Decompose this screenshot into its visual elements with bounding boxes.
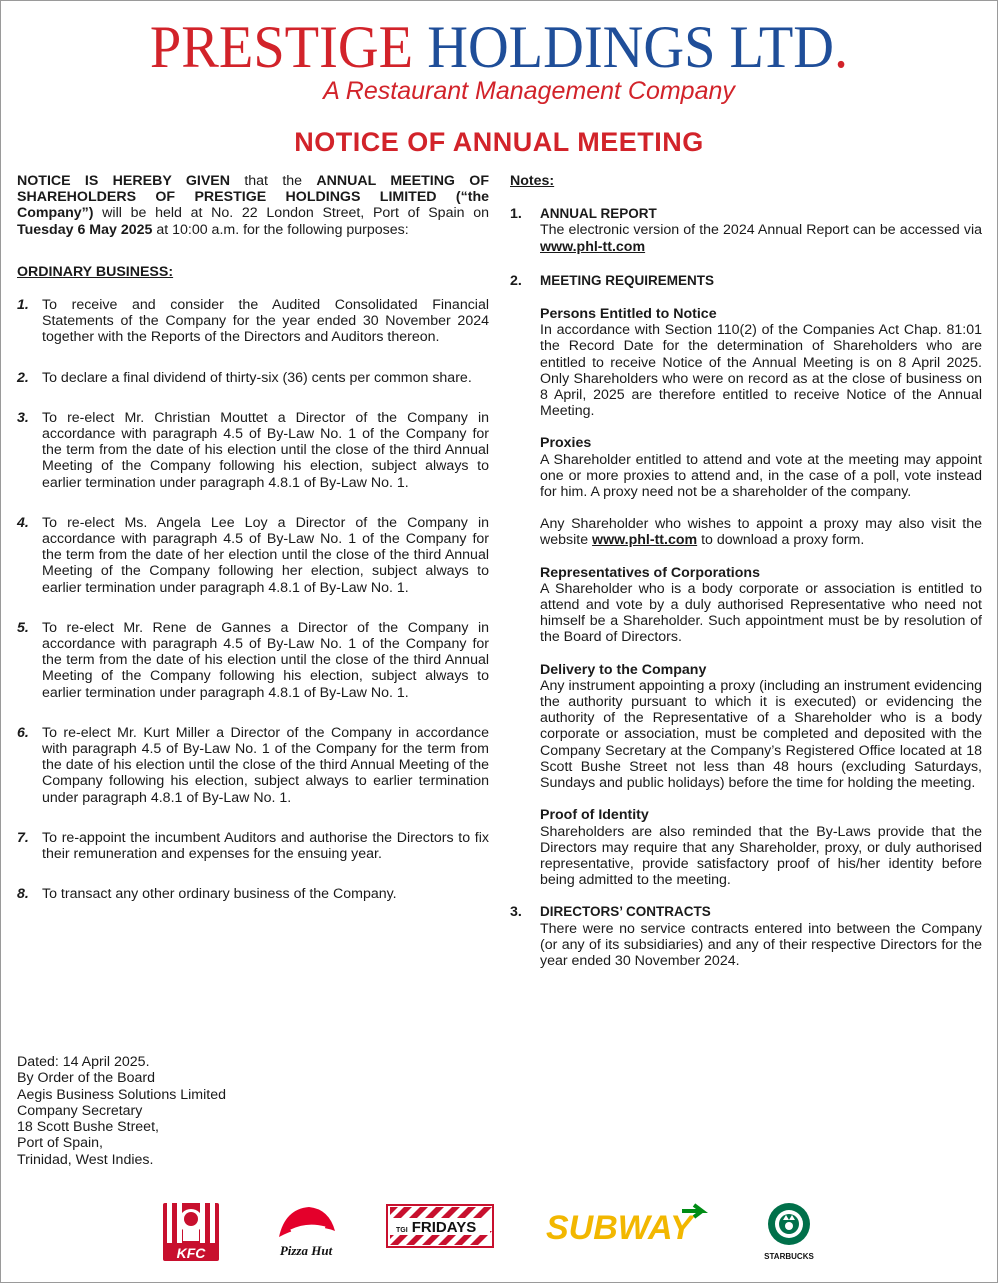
item-text: To re-elect Ms. Angela Lee Loy a Director of the Company in accordance with paragraph 4.5 of By-Law No. 1 of the Company for the term from the date of her election until the close of the third Annual Meeting of the Company following her election, subject always to earlier termination under paragraph 4.8.1 of By-Law No. 1.: [42, 514, 489, 596]
note-section-annual-report: [510, 206, 982, 255]
address-city: Port of Spain,: [17, 1135, 103, 1152]
note-text-span: The electronic version of the 2024 Annual Report can be accessed via: [540, 222, 982, 239]
page-title: NOTICE OF ANNUAL MEETING: [294, 127, 704, 157]
list-item: [17, 620, 489, 701]
item-text: To re-elect Mr. Christian Mouttet a Director of the Company in accordance with paragraph 4.5 of By-Law No. 1 of the Company for the term from the date of his election until the close of the third Annual Meeting of the Company following his election, subject always to earlier termination under paragraph 4.8.1 of By-Law No. 1.: [42, 409, 489, 491]
item-number: 6.: [17, 724, 29, 741]
proxies-text-span: to download a proxy form.: [697, 532, 865, 549]
intro-date: Tuesday 6 May 2025: [17, 221, 153, 238]
note-section-meeting-requirements: [510, 273, 982, 889]
secretary-title: Company Secretary: [17, 1102, 143, 1119]
proof-of-identity-text: Shareholders are also reminded that the By-Laws provide that the Directors may require that any Shareholder, proxy, or duly authorised representative, provide satisfactory proof of his/her identity before being admitted to the meeting.: [540, 823, 982, 889]
note-text: There were no service contracts entered into between the Company (or any of its subsidiaries) and any of their respective Directors for the year ended 30 November 2024.: [540, 920, 982, 969]
persons-entitled-text: In accordance with Section 110(2) of the Companies Act Chap. 81:01 the Record Date for the determination of Shareholders who are entitled to receive Notice of the Annual Meeting is on 8 April 2025. Only Shareholders who were on record as at the close of business on 8 April, 2025 are therefore entitled to receive Notice of the Annual Meeting.: [540, 322, 982, 420]
item-text: To declare a final dividend of thirty-six (36) cents per common share.: [42, 369, 472, 386]
intro-paragraph: [17, 173, 489, 238]
brand-word-prestige: PRESTIGE: [149, 14, 414, 80]
masthead: [1, 14, 997, 106]
intro-text: will be held at No. 22 London Street, Port of Spain on: [93, 205, 489, 222]
intro-meeting: ANNUAL MEETING OF SHAREHOLDERS OF PRESTIGE HOLDINGS LIMITED (“the Company”): [17, 173, 489, 222]
subheading-representatives: Representatives of Corporations: [540, 564, 760, 581]
list-item: [17, 725, 489, 806]
brand-logos: [1, 1201, 997, 1271]
address-street: 18 Scott Bushe Street,: [17, 1119, 159, 1136]
brand-tagline: A Restaurant Management Company: [323, 77, 735, 105]
starbucks-logo: [753, 1201, 825, 1263]
note-number: 1.: [510, 206, 522, 223]
intro-text: at 10:00 a.m. for the following purposes:: [152, 221, 409, 238]
representatives-text: A Shareholder who is a body corporate or association is entitled to attend and vote by a duly authorised Representative who need not himself be a Shareholder. Such appointment must be by resolution of the Board of Directors.: [540, 580, 982, 646]
dated-line: Dated: 14 April 2025.: [17, 1054, 150, 1070]
subheading-delivery: Delivery to the Company: [540, 661, 707, 678]
item-number: 3.: [17, 409, 29, 426]
note-heading: ANNUAL REPORT: [540, 206, 657, 222]
subway-logo: [544, 1201, 708, 1251]
website-link[interactable]: www.phl-tt.com: [592, 532, 698, 549]
item-number: 8.: [17, 886, 29, 903]
note-heading: MEETING REQUIREMENTS: [540, 272, 715, 288]
delivery-text: Any instrument appointing a proxy (including an instrument evidencing the authority pursuant to which it is executed) or evidencing the authority of the Representative of a Shareholder who is a body corporate or association, must be completed and deposited with the Company Secretary at the Company’s Registered Office located at 18 Scott Bushe Street not less than 48 hours (excluding Saturdays, Sundays and public holidays) before the time for holding the meeting.: [540, 677, 982, 792]
pizzahut-logo: [269, 1201, 343, 1263]
item-number: 1.: [17, 297, 29, 314]
right-column: [510, 173, 982, 969]
fridays-tgi-text: TGI: [396, 1227, 408, 1234]
list-item: [17, 830, 489, 862]
item-number: 2.: [17, 369, 29, 386]
note-number: 3.: [510, 904, 522, 921]
item-text: To receive and consider the Audited Consolidated Financial Statements of the Company for the year ended 30 November 2024 together with the Reports of the Directors and Auditors thereon.: [42, 297, 489, 346]
subway-logo-text: SUBWAY: [546, 1209, 693, 1247]
proxies-text: A Shareholder entitled to attend and vote at the meeting may appoint one or more proxies to attend and, in the case of a poll, vote instead for him. A proxy need not be a shareholder of the company.: [540, 451, 982, 501]
website-link[interactable]: www.phl-tt.com: [540, 238, 646, 255]
subheading-proof-of-identity: Proof of Identity: [540, 807, 649, 824]
list-item: [17, 297, 489, 346]
notes-heading: Notes:: [510, 173, 555, 189]
secretary-company: Aegis Business Solutions Limited: [17, 1086, 226, 1103]
signature-address-block: [17, 1054, 226, 1168]
list-item: [17, 886, 489, 902]
note-number: 2.: [510, 272, 522, 289]
address-country: Trinidad, West Indies.: [17, 1151, 154, 1168]
ordinary-business-heading: ORDINARY BUSINESS:: [17, 263, 174, 280]
list-item: [17, 410, 489, 491]
starbucks-logo-text: STARBUCKS: [764, 1252, 814, 1261]
proxies-text-span: Any Shareholder who wishes to appoint a proxy may also visit the website: [540, 516, 982, 549]
item-text: To re-appoint the incumbent Auditors and authorise the Directors to fix their remuneration and expenses for the ensuing year.: [42, 829, 489, 863]
proxies-text-2: [540, 516, 982, 548]
order-line: By Order of the Board: [17, 1070, 156, 1087]
subheading-persons-entitled: Persons Entitled to Notice: [540, 306, 717, 323]
item-number: 5.: [17, 619, 29, 636]
brand-dot: .: [834, 14, 849, 80]
intro-given: NOTICE IS HEREBY GIVEN: [17, 173, 230, 189]
kfc-logo-text: KFC: [176, 1245, 206, 1261]
note-section-directors-contracts: [510, 904, 982, 969]
item-text: To transact any other ordinary business of the Company.: [42, 886, 397, 903]
pizzahut-logo-text: Pizza Hut: [279, 1243, 333, 1258]
subheading-proxies: Proxies: [540, 435, 592, 452]
intro-text: that the: [230, 173, 317, 189]
item-number: 7.: [17, 829, 29, 846]
fridays-logo: [386, 1201, 494, 1251]
brand-logo: [31, 14, 967, 80]
item-text: To re-elect Mr. Kurt Miller a Director of the Company in accordance with paragraph 4.5 of By-Law No. 1 of the Company for the term from the date of his election until the close of the third Annual Meeting of the Company following his election, subject always to earlier termination under paragraph 4.8.1 of By-Law No. 1.: [42, 724, 489, 806]
list-item: [17, 515, 489, 596]
left-column: [17, 173, 489, 903]
kfc-logo: [161, 1201, 221, 1263]
note-heading: DIRECTORS’ CONTRACTS: [540, 904, 711, 920]
item-text: To re-elect Mr. Rene de Gannes a Director of the Company in accordance with paragraph 4.5 of By-Law No. 1 of the Company for the term from the date of his election until the close of the third Annual Meeting of the Company following his election, subject always to earlier termination under paragraph 4.8.1 of By-Law No. 1.: [42, 619, 489, 701]
item-number: 4.: [17, 514, 29, 531]
brand-word-holdings: HOLDINGS LTD: [427, 14, 835, 80]
list-item: [17, 370, 489, 386]
note-text: [540, 222, 982, 254]
fridays-logo-text: FRIDAYS: [411, 1219, 477, 1236]
